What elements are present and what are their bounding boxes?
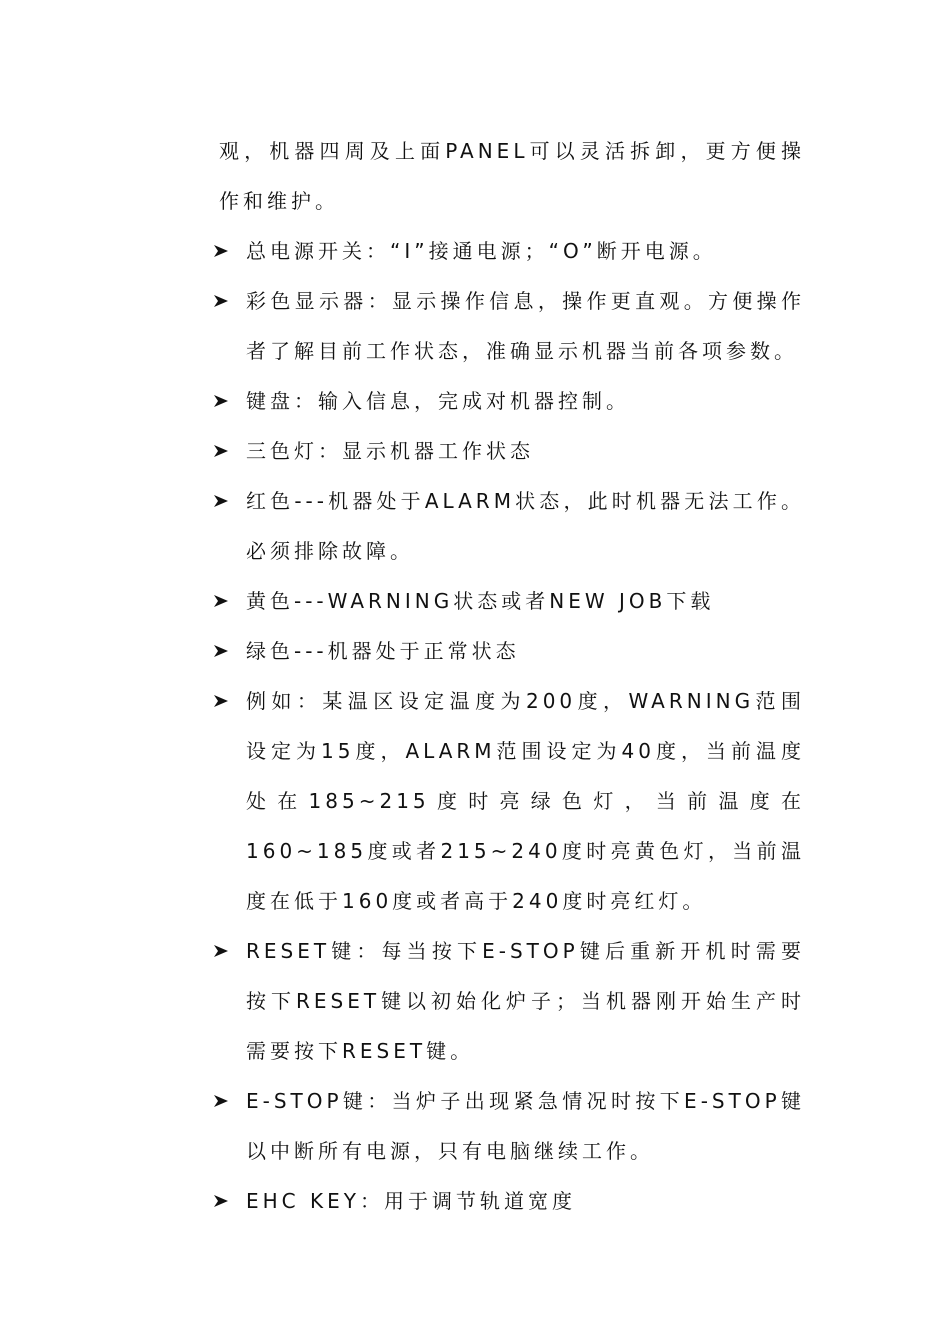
list-item-text: 绿色---机器处于正常状态: [246, 639, 520, 663]
arrowhead-bullet-icon: [212, 1076, 230, 1126]
list-item: [212, 1076, 805, 1176]
list-item-text: 红色---机器处于ALARM状态，此时机器无法工作。必须排除故障。: [246, 489, 805, 563]
list-item-text: 总电源开关：“I”接通电源；“O”断开电源。: [246, 239, 717, 263]
list-item: [212, 626, 805, 676]
list-item-text: 三色灯：显示机器工作状态: [246, 439, 534, 463]
list-item: [212, 476, 805, 576]
list-item: [212, 376, 805, 426]
list-item: [212, 926, 805, 1076]
list-item: [212, 226, 805, 276]
arrowhead-bullet-icon: [212, 426, 230, 476]
arrowhead-bullet-icon: [212, 476, 230, 526]
arrowhead-bullet-icon: [212, 226, 230, 276]
arrowhead-bullet-icon: [212, 676, 230, 726]
list-item-text: E-STOP键：当炉子出现紧急情况时按下E-STOP键以中断所有电源，只有电脑继续工作。: [246, 1089, 805, 1163]
arrowhead-bullet-icon: [212, 376, 230, 426]
list-item-text: 键盘：输入信息，完成对机器控制。: [246, 389, 630, 413]
arrowhead-bullet-icon: [212, 626, 230, 676]
arrowhead-bullet-icon: [212, 1176, 230, 1226]
arrowhead-bullet-icon: [212, 576, 230, 626]
list-item-text: 黄色---WARNING状态或者NEW JOB下载: [246, 589, 715, 613]
list-item-text: 彩色显示器：显示操作信息，操作更直观。方便操作者了解目前工作状态，准确显示机器当前各项参数。: [246, 289, 805, 363]
list-item: [212, 426, 805, 476]
list-item-text: 例如：某温区设定温度为200度，WARNING范围设定为15度，ALARM范围设定为40度，当前温度处在185~215度时亮绿色灯，当前温度在160~185度或者215~240度时亮黄色灯，当前温度在低于160度或者高于240度时亮红灯。: [246, 689, 805, 913]
list-item: [212, 576, 805, 626]
bullet-list: [212, 226, 805, 1226]
intro-paragraph: 观，机器四周及上面PANEL可以灵活拆卸，更方便操作和维护。: [219, 139, 805, 213]
arrowhead-bullet-icon: [212, 276, 230, 326]
list-item-text: RESET键：每当按下E-STOP键后重新开机时需要按下RESET键以初始化炉子；当机器刚开始生产时需要按下RESET键。: [246, 939, 805, 1063]
list-item: [212, 676, 805, 926]
list-item: [212, 1176, 805, 1226]
arrowhead-bullet-icon: [212, 926, 230, 976]
list-item-text: EHC KEY：用于调节轨道宽度: [246, 1189, 576, 1213]
list-item: [212, 276, 805, 376]
